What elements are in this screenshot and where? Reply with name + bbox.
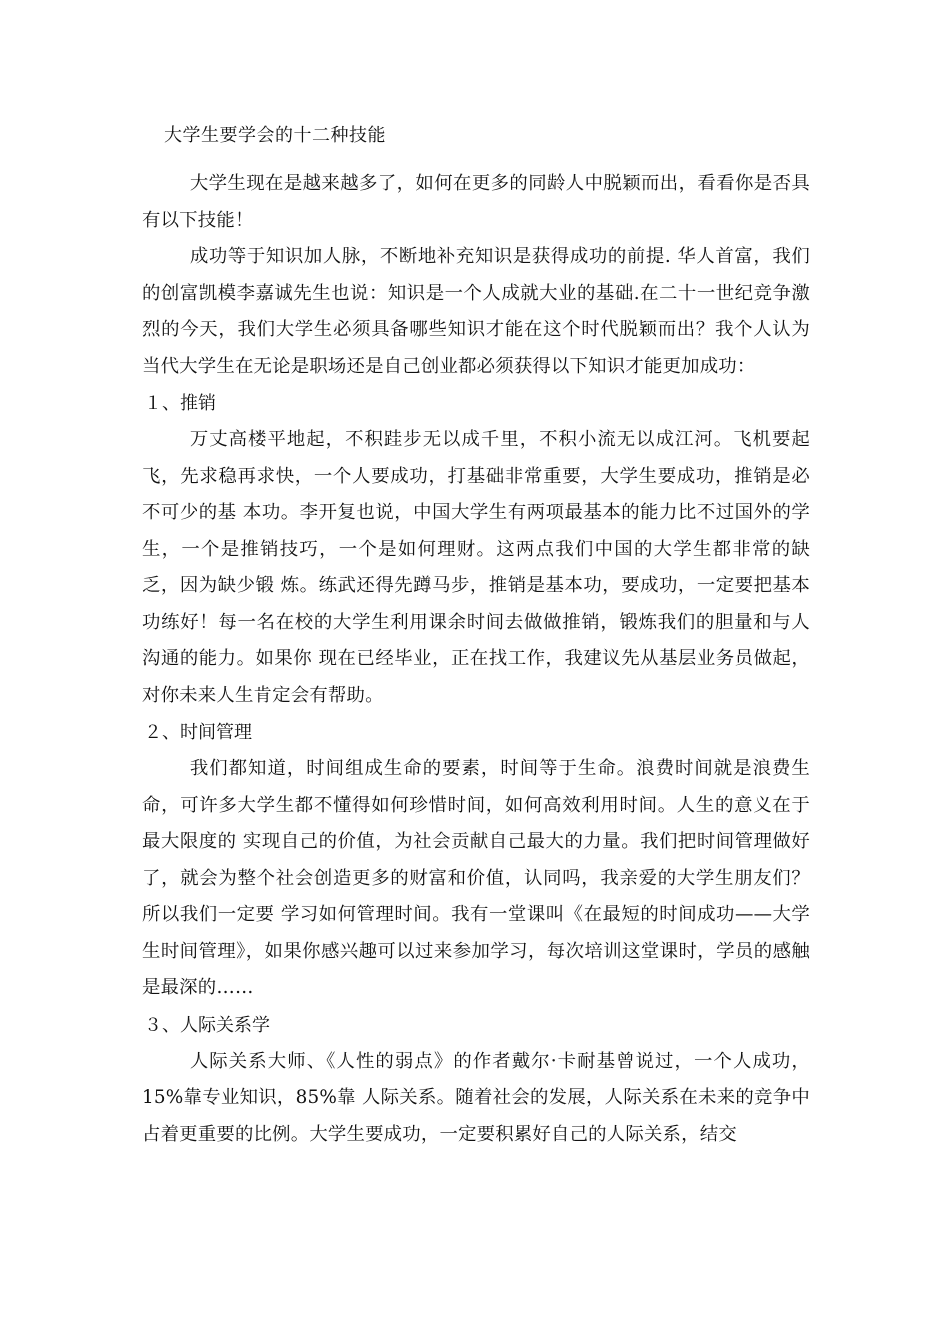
section-heading-interpersonal: ３、人际关系学 bbox=[144, 1014, 270, 1036]
section-heading-sales: １、推销 bbox=[144, 393, 216, 414]
section-paragraph-time-management: 我们都知道，时间组成生命的要素，时间等于生命。浪费时间就是浪费生命，可许多大学生都不懂得如何珍惜时间，如何高效利用时间。人生的意义在于最大限度的 实现自己的价值，为社会贡献自己最大的力量。我们把时间管理做好了，就会为整个社会创造更多的财富和价值，认同吗，我亲爱的大学生朋友们？所以我们一定要 学习如何管理时间。我有一堂课叫《在最短的时间成功——大学生时间管理》，如果你感兴趣可以过来参加学习，每次培训这堂课时，学员的感触是最深的…… bbox=[142, 758, 810, 998]
document-title: 大学生要学会的十二种技能 bbox=[164, 125, 386, 146]
section-time-management bbox=[142, 714, 810, 1007]
section-paragraph-sales: 万丈高楼平地起，不积跬步无以成千里，不积小流无以成江河。飞机要起飞，先求稳再求快，一个人要成功，打基础非常重要，大学生要成功，推销是必不可少的基 本功。李开复也说，中国大学生有两项最基本的能力比不过国外的学生，一个是推销技巧，一个是如何理财。这两点我们中国的大学生都非常的缺乏，因为缺少锻 炼。练武还得先蹲马步，推销是基本功，要成功，一定要把基本功练好！每一名在校的大学生利用课余时间去做做推销，锻炼我们的胆量和与人沟通的能力。如果你 现在已经毕业，正在找工作，我建议先从基层业务员做起，对你未来人生肯定会有帮助。 bbox=[142, 429, 810, 706]
section-sales bbox=[142, 385, 810, 714]
intro-paragraph-1: 大学生现在是越来越多了，如何在更多的同龄人中脱颖而出，看看你是否具有以下技能！ bbox=[142, 173, 810, 231]
document-body bbox=[142, 118, 810, 1153]
section-paragraph-interpersonal: 人际关系大师、《人性的弱点》的作者戴尔·卡耐基曾说过，一个人成功，15%靠专业知识，85%靠 人际关系。随着社会的发展，人际关系在未来的竞争中占着更重要的比例。大学生要成功，一定要积累好自己的人际关系，结交 bbox=[142, 1050, 810, 1145]
intro-paragraph-2: 成功等于知识加人脉，不断地补充知识是获得成功的前提. 华人首富，我们的创富凯模李嘉诚先生也说：知识是一个人成就大业的基础.在二十一世纪竞争激烈的今天，我们大学生必须具备哪些知识才能在这个时代脱颖而出？我个人认为当代大学生在无论是职场还是自己创业都必须获得以下知识才能更加成功： bbox=[142, 246, 810, 377]
section-heading-time-management: ２、时间管理 bbox=[144, 722, 252, 743]
section-interpersonal bbox=[142, 1007, 810, 1154]
